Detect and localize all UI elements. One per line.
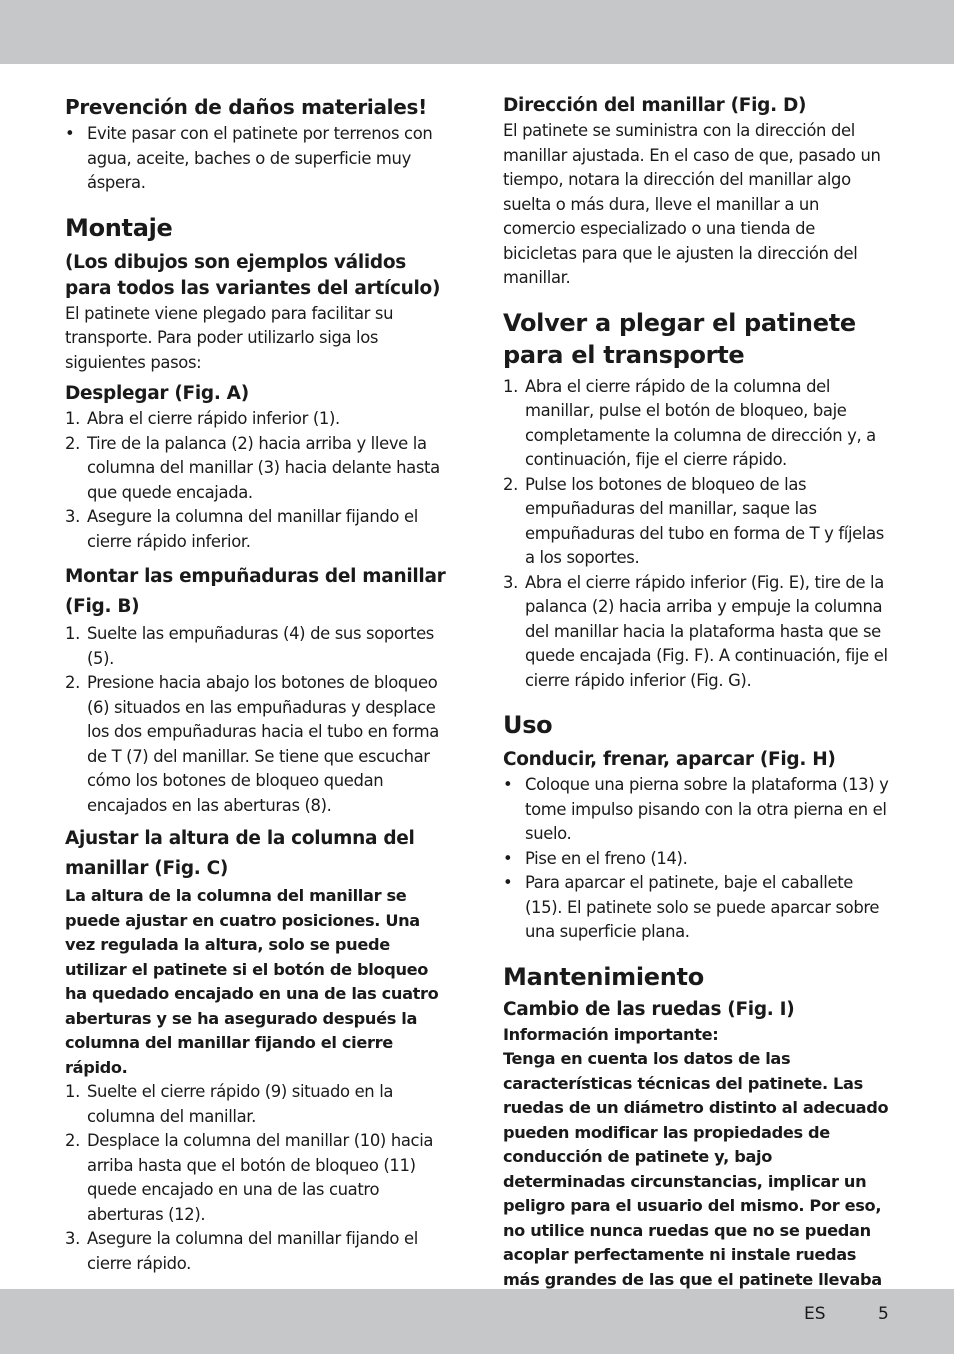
altura-heading: Ajustar la altura de la columna del manillar (Fig. C) [65, 828, 415, 879]
list-item: 1. Suelte el cierre rápido (9) situado en la columna del manillar. [65, 1082, 394, 1126]
empunaduras-list [65, 622, 455, 818]
conducir-heading: Conducir, frenar, aparcar (Fig. H) [503, 749, 836, 770]
empunaduras-heading: Montar las empuñaduras del manillar (Fig. B) [65, 566, 446, 617]
plegar-heading-line1: Volver a plegar el patinete [503, 308, 856, 337]
right-column [503, 93, 893, 1317]
list-item: 3. Asegure la columna del manillar fijando el cierre rápido. [65, 1229, 418, 1273]
plegar-heading-line2: para el transporte [503, 340, 745, 369]
desplegar-heading: Desplegar (Fig. A) [65, 383, 249, 404]
list-item: 2. Tire de la palanca (2) hacia arriba y lleve la columna del manillar (3) hacia delante hasta que quede encajada. [65, 433, 440, 502]
list-item: 3. Abra el cierre rápido inferior (Fig. E), tire de la palanca (2) hacia arriba y empuje la columna del manillar hacia la plataforma hasta que se quede encajada (Fig. F). A continuación, fije el cierre rápido inferior (Fig. G). [503, 572, 888, 690]
list-item: 3. Asegure la columna del manillar fijando el cierre rápido inferior. [65, 507, 418, 551]
prevencion-heading: Prevención de daños materiales! [65, 95, 427, 119]
montaje-note-line2: para todos las variantes del artículo) [65, 277, 441, 299]
page-number: 5 [878, 1304, 889, 1324]
altura-list [65, 1080, 455, 1276]
list-item: 1. Abra el cierre rápido de la columna del manillar, pulse el botón de bloqueo, baje completamente la columna de dirección y, a continuación, fije el cierre rápido. [503, 376, 876, 469]
left-column [65, 93, 455, 1276]
ruedas-info-label: Información importante: [503, 1024, 719, 1044]
ruedas-heading: Cambio de las ruedas (Fig. I) [503, 998, 795, 1020]
direccion-heading: Dirección del manillar (Fig. D) [503, 95, 807, 116]
altura-warning: La altura de la columna del manillar se puede ajustar en cuatro posiciones. Una vez regulada la altura, solo se puede utilizar el patinete si el botón de bloqueo ha quedado encajado en una de las cuatro aberturas y se ha asegurado después la columna del manillar fijando el cierre rápido. [65, 886, 439, 1077]
list-item: • Evite pasar con el patinete por terrenos con agua, aceite, baches o de superficie muy áspera. [65, 124, 433, 192]
list-item: • Coloque una pierna sobre la plataforma (13) y tome impulso pisando con la otra pierna en el suelo. [503, 775, 889, 843]
header-band [0, 0, 954, 64]
list-item: • Pise en el freno (14). [503, 848, 688, 868]
uso-heading: Uso [503, 711, 553, 739]
language-code: ES [804, 1304, 826, 1324]
plegar-list [503, 375, 893, 694]
montaje-heading: Montaje [65, 213, 173, 242]
list-item: 1. Abra el cierre rápido inferior (1). [65, 409, 340, 428]
list-item: 2. Desplace la columna del manillar (10) hacia arriba hasta que el botón de bloqueo (11) quede encajado en una de las cuatro aberturas (12). [65, 1131, 434, 1224]
list-item: • Para aparcar el patinete, baje el caballete (15). El patinete solo se puede aparcar sobre una superficie plana. [503, 873, 880, 941]
ruedas-warning: Tenga en cuenta los datos de las características técnicas del patinete. Las ruedas de un diámetro distinto al adecuado pueden modificar las propiedades de conducción de patinete y, bajo determinadas circunstancias, implicar un peligro para el usuario del mismo. Por eso, no utilice nunca ruedas que no se puedan acoplar perfectamente ni instale ruedas más grandes de las que el patinete llevaba [503, 1049, 889, 1289]
mantenimiento-heading: Mantenimiento [503, 962, 704, 991]
conducir-list [503, 773, 893, 945]
list-item: 2. Presione hacia abajo los botones de bloqueo (6) situados en las empuñaduras y desplace los dos empuñaduras hacia el tubo en forma de T (7) del manillar. Se tiene que escuchar cómo los botones de bloqueo quedan encajados en las aberturas (8). [65, 673, 439, 815]
list-item: 2. Pulse los botones de bloqueo de las empuñaduras del manillar, saque las empuñaduras del tubo en forma de T y fíjelas a los soportes. [503, 474, 884, 567]
desplegar-list [65, 407, 455, 554]
prevencion-list [65, 122, 455, 196]
montaje-paragraph: El patinete viene plegado para facilitar su transporte. Para poder utilizarlo siga los siguientes pasos: [65, 303, 394, 372]
direccion-paragraph: El patinete se suministra con la dirección del manillar ajustada. En el caso de que, pasado un tiempo, notara la dirección del manillar algo suelta o más dura, lleve el manillar a un comercio especializado o una tienda de bicicletas para que le ajusten la dirección del manillar. [503, 121, 881, 287]
list-item: 1. Suelte las empuñaduras (4) de sus soportes (5). [65, 624, 434, 668]
montaje-note-line1: (Los dibujos son ejemplos válidos [65, 251, 406, 273]
